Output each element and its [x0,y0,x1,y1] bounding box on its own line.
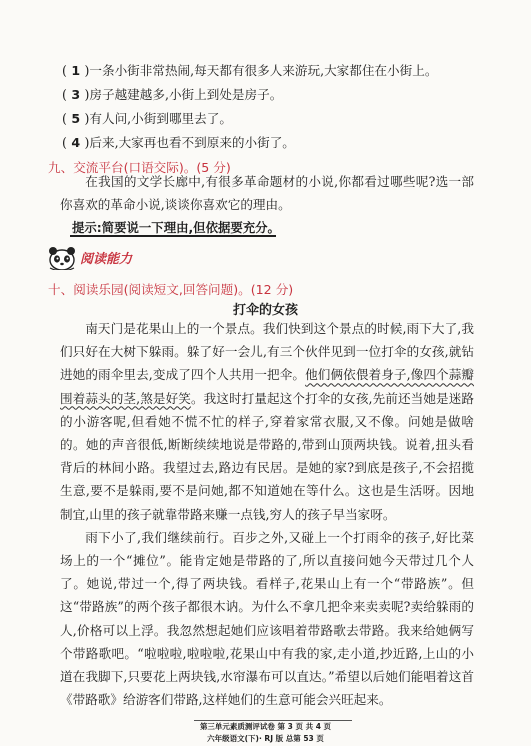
story-p1-part-a: 南天门是花果山上的一个景点。我们快到这个景点的时候,雨下大了,我们只好在大树下躲雨。躲了好一会儿,有三个伙伴见到一位打伞的女孩,就钻进她的雨伞里去,变成了四个人共用一把伞。 [60,321,474,383]
item-text: 房子越建越多,小街上到处是房子。 [89,87,283,102]
reading-ability-label: 阅读能力 [80,252,133,267]
order-item: ( 4 )后来,大家再也看不到原来的小街了。 [62,135,295,150]
story-title: 打伞的女孩 [232,303,298,318]
item-number: 4 [71,135,81,150]
section9-body [60,170,474,216]
item-text: 后来,大家再也看不到原来的小街了。 [89,135,295,150]
section9-subtitle: (口语交际) [123,160,184,175]
hint-underline [70,235,276,237]
order-item: ( 3 )房子越建越多,小街上到处是房子。 [62,87,283,102]
section10-title-text: 十、阅读乐园 [48,282,124,297]
order-item: ( 1 )一条小街非常热闹,每天都有很多人来游玩,大家都住在小街上。 [62,63,438,78]
item-number: 5 [71,111,81,126]
order-item: ( 5 )有人问,小街到哪里去了。 [62,111,232,126]
story-paragraph-1 [60,317,474,526]
section9-score: 。(5 分) [183,160,231,175]
section9-title-text: 九、交流平台 [48,160,124,175]
story-paragraph-2: 雨下小了,我们继续前行。百步之外,又碰上一个打雨伞的孩子,好比菜场上的一个“摊位”。能肯定她是带路的了,所以直接问她今天带过几个人了。她说,带过一个,得了两块钱。看样子,花果山上有一个“带路族”。但这“带路族”的两个孩子都很木讷。为什么不拿几把伞来卖卖呢?卖给躲雨的人,价格可以上浮。我忽然想起她们应该唱着带路歌去带路。我来给她俩写个带路歌吧。“啦啦啦,啦啦啦,花果山中有我的家,走小道,抄近路,上山的小道在我脚下,只要花上两块钱,水帘瀑布可以直达。”希望以后她们能唱着这首《带路歌》给游客们带路,这样她们的生意可能会兴旺起来。 [60,529,474,708]
section9-hint: 提示:简要说一下理由,但依据要充分。 [72,220,280,235]
item-number: 3 [71,87,81,102]
section9-body-text: 在我国的文学长廊中,有很多革命题材的小说,你都看过哪些呢?选一部你喜欢的革命小说,谈谈你喜欢它的理由。 [60,174,474,213]
section10-score: 。(12 分) [238,282,294,297]
footer-line-2: 六年级语文(下)· RJ 版 总第 53 页 [207,734,324,743]
footer-line-1: 第三单元素质测评试卷 第 3 页 共 4 页 [199,722,332,731]
story-p1-part-b: 。我这时打量起这个打伞的女孩,先前还当她是迷路的小游客呢,但看她不慌不忙的样子,穿着家常衣服,又不像。问她是做啥的。她的声音很低,断断续续地说是带路的,带到山顶两块钱。说着,扭头看背后的林间小路。我望过去,路边有民居。是她的家?到底是孩子,不会招揽生意,要不是躲雨,要不是问她,都不知道她在等什么。这也是生活呀。因地制宜,山里的孩子就靠带路来赚一点钱,穷人的孩子早当家呀。 [60,390,474,522]
item-text: 有人问,小街到哪里去了。 [89,111,232,126]
section10-subtitle: (阅读短文,回答问题) [123,282,239,297]
section10-title [48,279,293,298]
item-text: 一条小街非常热闹,每天都有很多人来游玩,大家都住在小街上。 [89,63,438,78]
item-number: 1 [71,63,81,78]
story-body [60,317,474,711]
story-p1-wavy-underlined: 他们俩依偎着身子,像四个蒜瓣围着蒜头的茎,煞是好笑 [60,367,474,406]
